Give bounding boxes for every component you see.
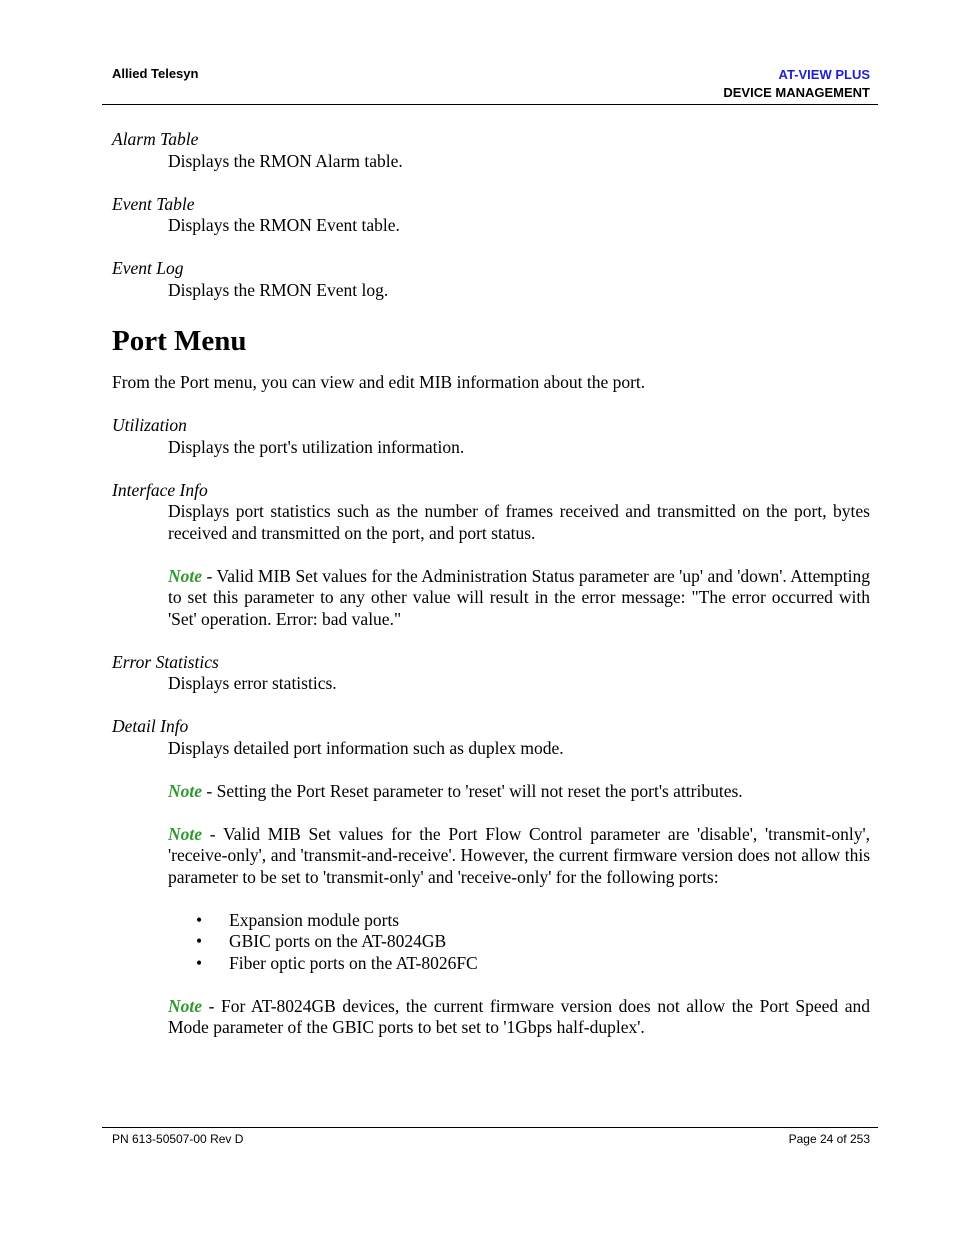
footer-part-number: PN 613-50507-00 Rev D: [112, 1132, 244, 1146]
note-text: - Valid MIB Set values for the Port Flow Control parameter are 'disable', 'transmit-only', 'receive-only', and 'transmit-and-receive'. However, the current firmware version does not allow this parameter to be set to 'transmit-only' and 'receive-only' for the following ports:: [168, 823, 870, 887]
header-company: Allied Telesyn: [112, 66, 199, 81]
note-label: Note: [168, 780, 203, 801]
desc-alarm-table: Displays the RMON Alarm table.: [168, 150, 403, 171]
note-flow-control: [168, 824, 870, 889]
desc-event-table: Displays the RMON Event table.: [168, 215, 400, 235]
note-port-reset: [168, 781, 870, 803]
term-utilization: Utilization: [112, 415, 187, 435]
desc-detail-info: Displays detailed port information such as duplex mode.: [168, 737, 564, 758]
header-right: [723, 66, 870, 102]
note-text: - Setting the Port Reset parameter to 'reset' will not reset the port's attributes.: [202, 780, 743, 801]
bullet-icon: •: [196, 952, 203, 973]
note-label: Note: [168, 565, 203, 586]
term-detail-info: Detail Info: [112, 716, 189, 736]
list-item-text: Expansion module ports: [229, 909, 400, 930]
list-item-text: GBIC ports on the AT-8024GB: [229, 931, 447, 951]
port-bullet-list: [168, 910, 870, 975]
header-rule: [102, 104, 878, 105]
section-heading: Port Menu: [112, 325, 247, 357]
desc-utilization: Displays the port's utilization information.: [168, 436, 465, 457]
footer-rule: [102, 1127, 878, 1128]
desc-interface-info: Displays port statistics such as the number of frames received and transmitted on the port, bytes received and transmitted on the port, and port status.: [168, 501, 870, 543]
desc-error-statistics: Displays error statistics.: [168, 673, 337, 693]
note-gbic-speed: [168, 996, 870, 1039]
note-interface-info: [168, 566, 870, 631]
desc-event-log: Displays the RMON Event log.: [168, 279, 389, 300]
list-item-text: Fiber optic ports on the AT-8026FC: [229, 952, 478, 973]
bullet-icon: •: [196, 931, 203, 951]
term-error-statistics: Error Statistics: [112, 651, 219, 672]
term-alarm-table: Alarm Table: [112, 129, 199, 149]
list-item: [168, 931, 870, 953]
page-content: [112, 129, 870, 1039]
bullet-icon: •: [196, 909, 203, 930]
note-label: Note: [168, 823, 203, 844]
header-section: DEVICE MANAGEMENT: [723, 85, 870, 100]
note-text: - Valid MIB Set values for the Administration Status parameter are 'up' and 'down'. Attempting to set this parameter to any other value will result in the error message: "The error occurred with 'Set' operation. Error: bad value.": [168, 565, 870, 629]
port-menu-intro: From the Port menu, you can view and edit MIB information about the port.: [112, 372, 646, 392]
term-interface-info: Interface Info: [112, 479, 208, 500]
footer-page-number: Page 24 of 253: [788, 1132, 870, 1146]
term-event-log: Event Log: [112, 258, 184, 278]
header-product: AT-VIEW PLUS: [778, 67, 870, 82]
list-item: [168, 910, 870, 932]
list-item: [168, 953, 870, 975]
note-label: Note: [168, 995, 203, 1016]
note-text: - For AT-8024GB devices, the current firmware version does not allow the Port Speed and Mode parameter of the GBIC ports to bet set to '1Gbps half-duplex'.: [168, 995, 870, 1037]
term-event-table: Event Table: [112, 193, 195, 214]
